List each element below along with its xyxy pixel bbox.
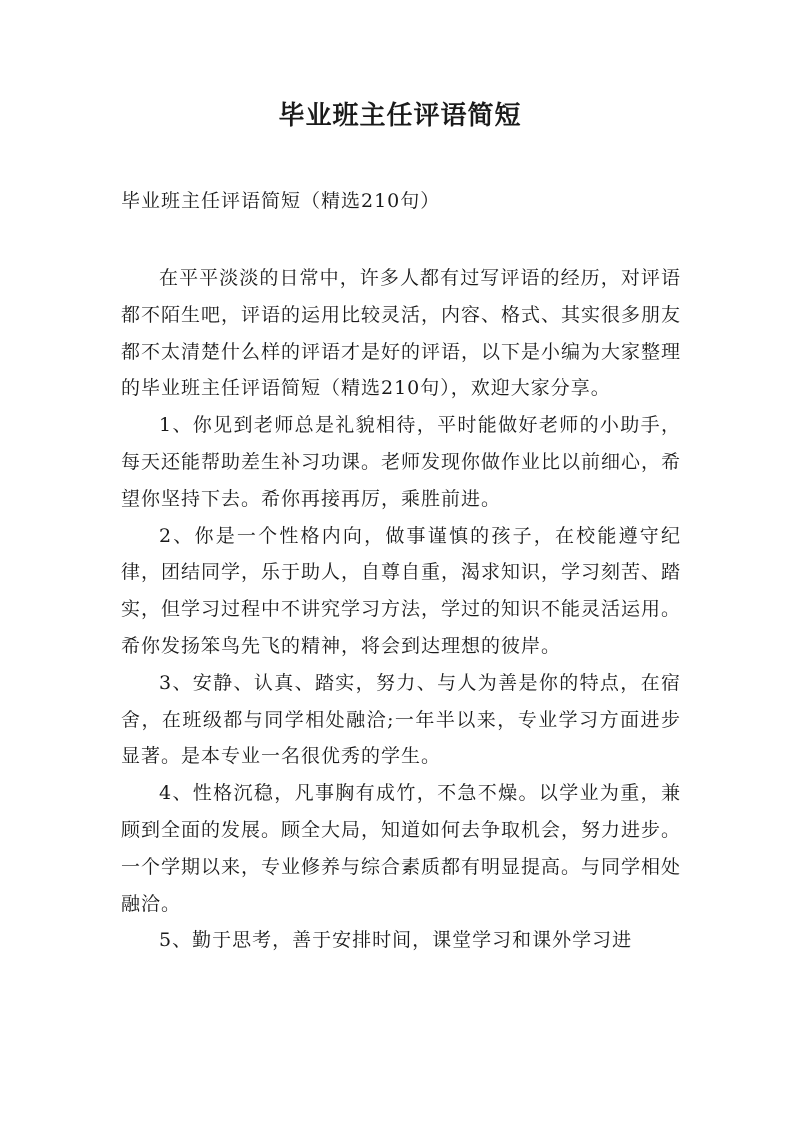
- comment-paragraph-4: 4、性格沉稳，凡事胸有成竹，不急不燥。以学业为重，兼顾到全面的发展。顾全大局，知道如何去争取机会，努力进步。一个学期以来，专业修养与综合素质都有明显提高。与同学相处融洽。: [121, 782, 682, 915]
- intro-paragraph: 在平平淡淡的日常中，许多人都有过写评语的经历，对评语都不陌生吧，评语的运用比较灵活，内容、格式、其实很多朋友都不太清楚什么样的评语才是好的评语，以下是小编为大家整理的毕业班主任评语简短（精选210句），欢迎大家分享。: [121, 267, 682, 400]
- page-title: 毕业班主任评语简短: [278, 101, 522, 131]
- comment-paragraph-5: 5、勤于思考，善于安排时间，课堂学习和课外学习进: [159, 929, 633, 952]
- comment-paragraph-3: 3、安静、认真、踏实，努力、与人为善是你的特点，在宿舍，在班级都与同学相处融洽;一年半以来，专业学习方面进步显著。是本专业一名很优秀的学生。: [121, 671, 681, 768]
- comment-paragraph-1: 1、你见到老师总是礼貌相待，平时能做好老师的小助手，每天还能帮助差生补习功课。老师发现你做作业比以前细心，希望你坚持下去。希你再接再厉，乘胜前进。: [121, 414, 682, 510]
- document-subtitle: 毕业班主任评语简短（精选210句）: [121, 190, 441, 212]
- comment-paragraph-2: 2、你是一个性格内向，做事谨慎的孩子，在校能遵守纪律，团结同学，乐于助人，自尊自重，渴求知识，学习刻苦、踏实，但学习过程中不讲究学习方法，学过的知识不能灵活运用。希你发扬笨鸟先飞的精神，将会到达理想的彼岸。: [121, 524, 682, 657]
- document-body: [121, 260, 681, 959]
